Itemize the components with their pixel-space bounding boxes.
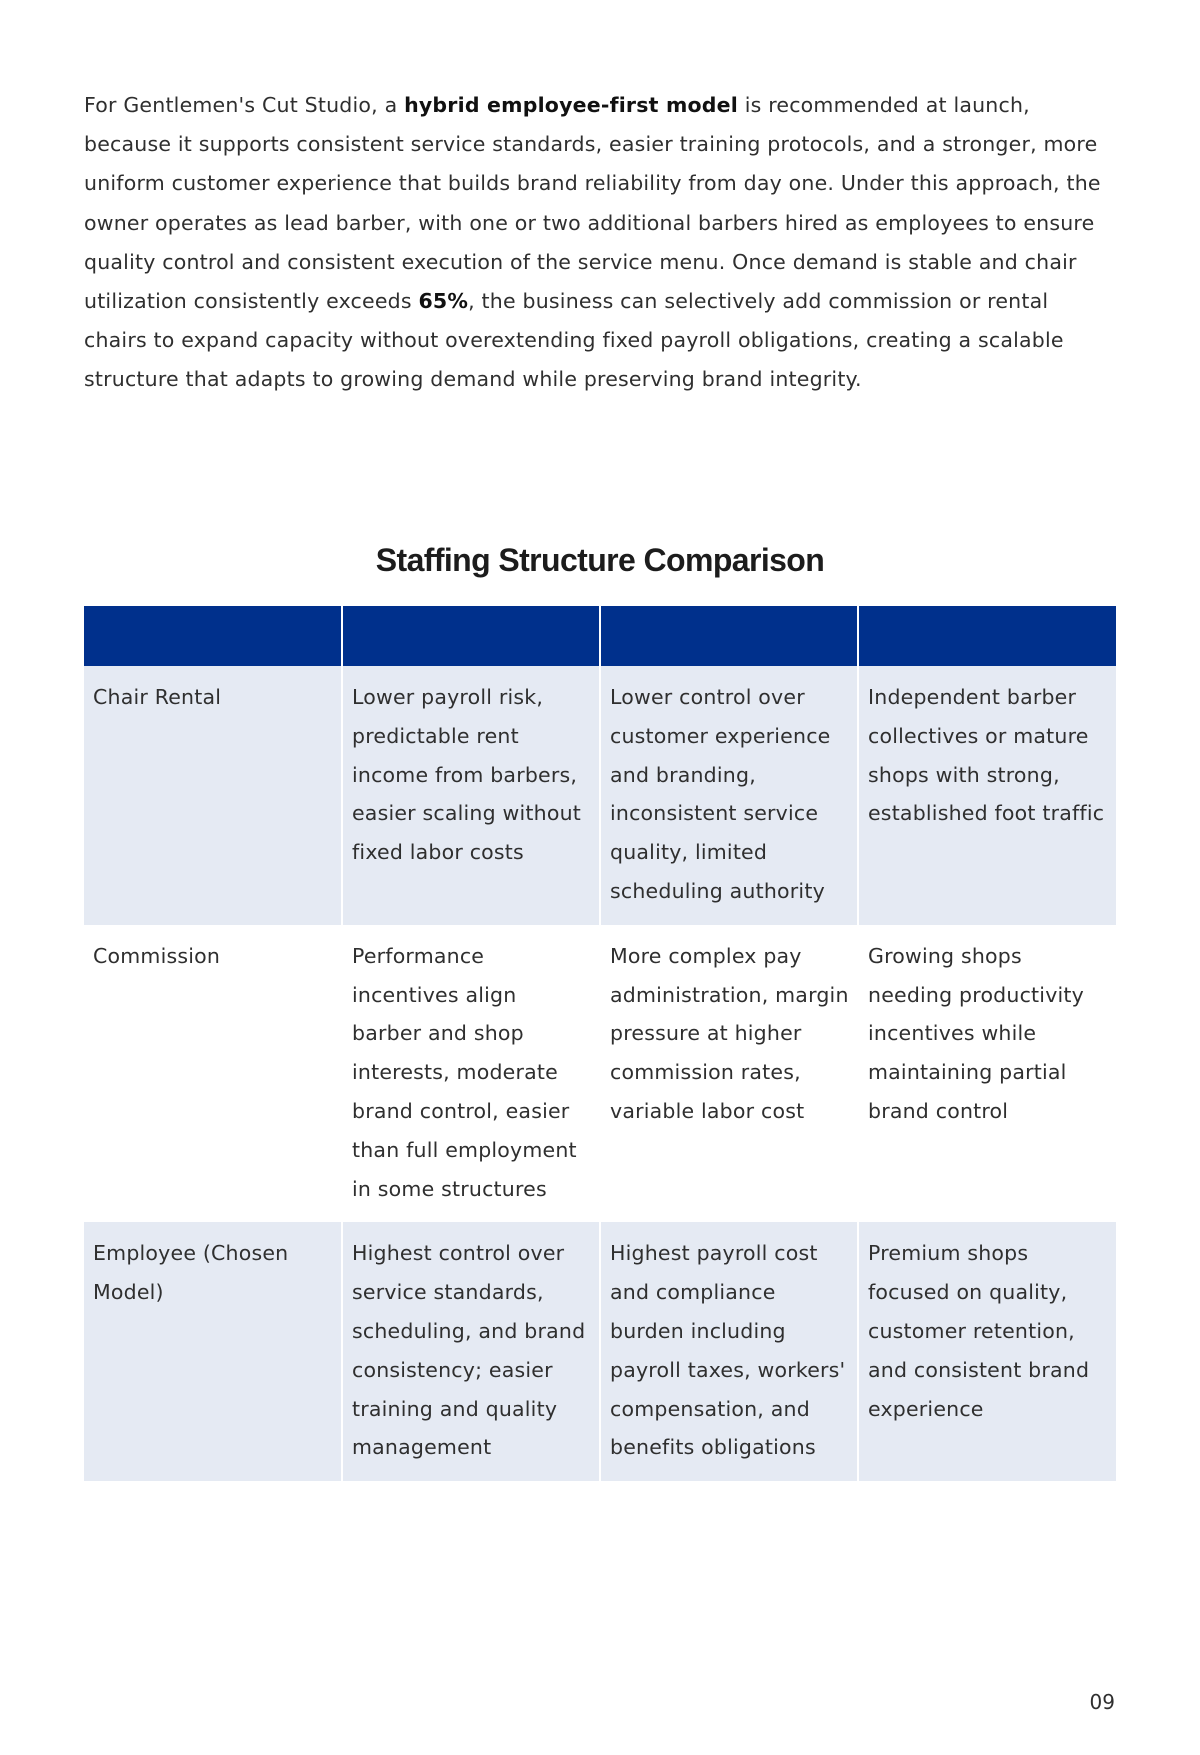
page-number: 09	[1089, 1690, 1115, 1714]
model-cell: Employee (Chosen Model)	[84, 1222, 342, 1481]
drawbacks-cell: More complex pay administration, margin pressure at higher commission rates, variable labor cost	[600, 925, 858, 1223]
table-row	[84, 925, 1116, 1223]
intro-paragraph	[84, 86, 1116, 400]
advantages-cell: Highest control over service standards, scheduling, and brand consistency; easier training and quality management	[342, 1222, 600, 1481]
intro-text-2: is recommended at launch, because it supports consistent service standards, easier training protocols, and a stronger, more uniform customer experience that builds brand reliability from day one. Under this approach, the owner operates as lead barber, with one or two additional barbers hired as employees to ensure quality control and consistent execution of the service menu. Once demand is stable and chair utilization consistently exceeds	[84, 93, 1101, 314]
table-row	[84, 1222, 1116, 1481]
header-cell	[342, 606, 600, 666]
intro-text-3: , the business can selectively add commission or rental chairs to expand capacity without overextending fixed payroll obligations, creating a scalable structure that adapts to growing demand while preserving brand integrity.	[84, 289, 1064, 392]
header-cell	[600, 606, 858, 666]
drawbacks-cell: Highest payroll cost and compliance burden including payroll taxes, workers' compensation, and benefits obligations	[600, 1222, 858, 1481]
best-fit-cell: Growing shops needing productivity incentives while maintaining partial brand control	[858, 925, 1116, 1223]
advantages-cell: Lower payroll risk, predictable rent income from barbers, easier scaling without fixed labor costs	[342, 666, 600, 925]
drawbacks-cell: Lower control over customer experience and branding, inconsistent service quality, limited scheduling authority	[600, 666, 858, 925]
intro-bold-model: hybrid employee-first model	[404, 93, 739, 117]
table-header-row	[84, 606, 1116, 666]
intro-text-1: For Gentlemen's Cut Studio, a	[84, 93, 405, 117]
header-cell	[858, 606, 1116, 666]
table-row	[84, 666, 1116, 925]
model-cell: Commission	[84, 925, 342, 1223]
model-cell: Chair Rental	[84, 666, 342, 925]
table-title: Staffing Structure Comparison	[375, 542, 825, 578]
staffing-comparison-table	[84, 606, 1116, 1481]
header-cell	[84, 606, 342, 666]
advantages-cell: Performance incentives align barber and shop interests, moderate brand control, easier than full employment in some structures	[342, 925, 600, 1223]
best-fit-cell: Premium shops focused on quality, customer retention, and consistent brand experience	[858, 1222, 1116, 1481]
best-fit-cell: Independent barber collectives or mature shops with strong, established foot traffic	[858, 666, 1116, 925]
intro-bold-percent: 65%	[418, 289, 469, 314]
